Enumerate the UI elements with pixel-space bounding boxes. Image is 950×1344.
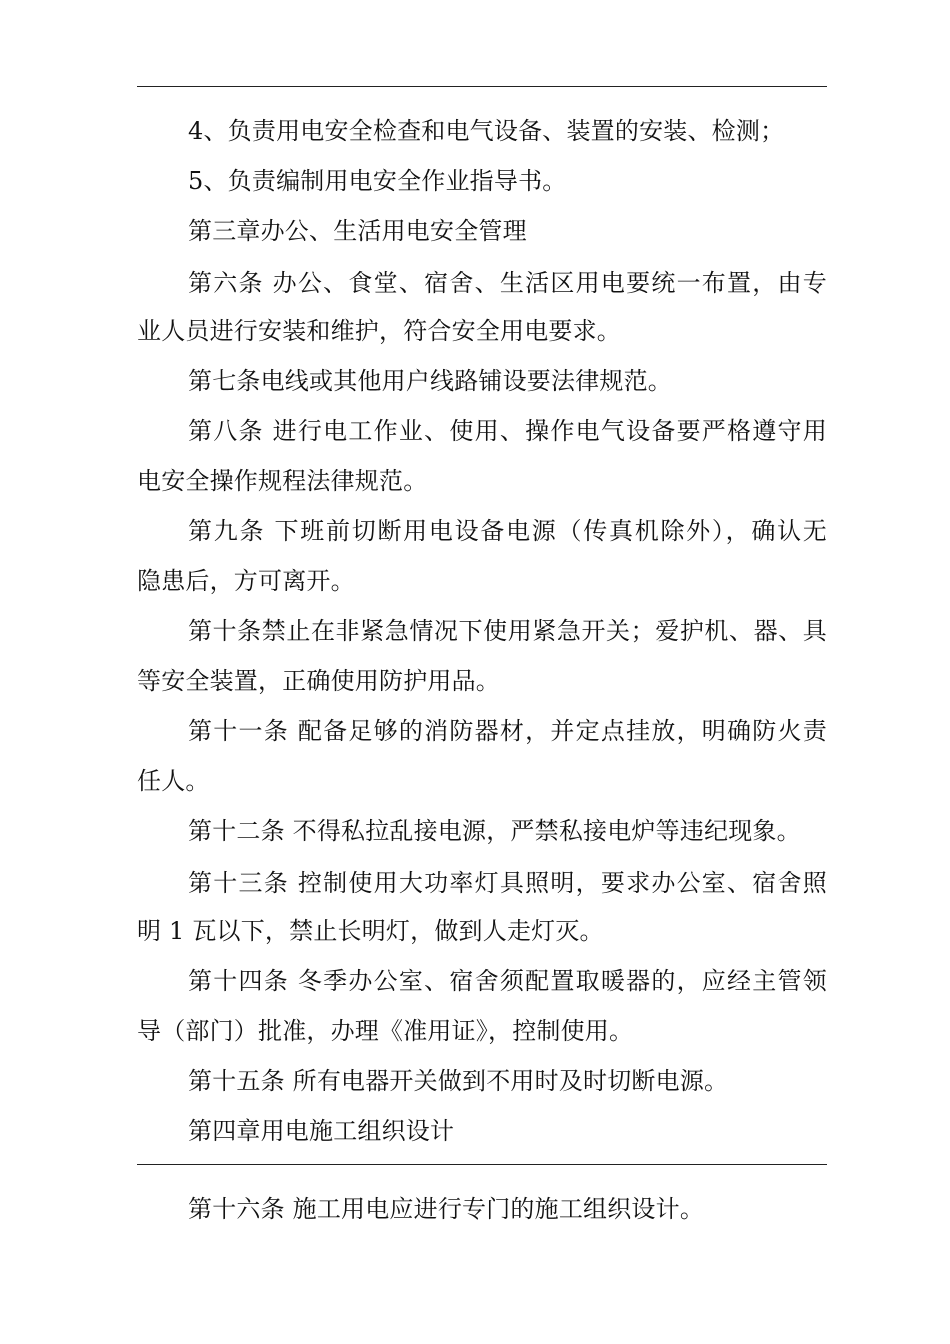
- article-10-line-2: 等安全装置，正确使用防护用品。: [137, 667, 500, 695]
- article-14-line-2: 导（部门）批准，办理《准用证》，控制使用。: [137, 1017, 634, 1045]
- article-15: 第十五条 所有电器开关做到不用时及时切断电源。: [188, 1067, 729, 1095]
- article-6-line-1: 第六条 办公、食堂、宿舍、生活区用电要统一布置，由专: [188, 269, 827, 297]
- article-9-line-2: 隐患后，方可离开。: [137, 567, 355, 595]
- page-break-divider: [137, 1164, 827, 1165]
- top-divider: [137, 86, 827, 87]
- article-13-line-2: 明 1 瓦以下，禁止长明灯，做到人走灯灭。: [137, 917, 604, 945]
- article-14-line-1: 第十四条 冬季办公室、宿舍须配置取暖器的，应经主管领: [188, 967, 827, 995]
- paragraph-item-5: 5、负责编制用电安全作业指导书。: [188, 167, 567, 195]
- article-8-line-2: 电安全操作规程法律规范。: [137, 467, 428, 495]
- article-9-line-1: 第九条 下班前切断用电设备电源（传真机除外），确认无: [188, 517, 827, 545]
- article-6-line-2: 业人员进行安装和维护，符合安全用电要求。: [137, 317, 621, 345]
- chapter-heading-3: 第三章办公、生活用电安全管理: [188, 217, 527, 245]
- paragraph-item-4: 4、负责用电安全检查和电气设备、装置的安装、检测；: [188, 117, 785, 145]
- article-11-line-2: 任人。: [137, 767, 210, 795]
- chapter-heading-4: 第四章用电施工组织设计: [188, 1117, 455, 1145]
- article-10-line-1: 第十条禁止在非紧急情况下使用紧急开关；爱护机、器、具: [188, 617, 827, 645]
- article-7: 第七条电线或其他用户线路铺设要法律规范。: [188, 367, 672, 395]
- article-13-line-1: 第十三条 控制使用大功率灯具照明，要求办公室、宿舍照: [188, 869, 827, 897]
- article-12: 第十二条 不得私拉乱接电源，严禁私接电炉等违纪现象。: [188, 817, 801, 845]
- article-16: 第十六条 施工用电应进行专门的施工组织设计。: [188, 1195, 705, 1223]
- article-8-line-1: 第八条 进行电工作业、使用、操作电气设备要严格遵守用: [188, 417, 827, 445]
- article-11-line-1: 第十一条 配备足够的消防器材，并定点挂放，明确防火责: [188, 717, 827, 745]
